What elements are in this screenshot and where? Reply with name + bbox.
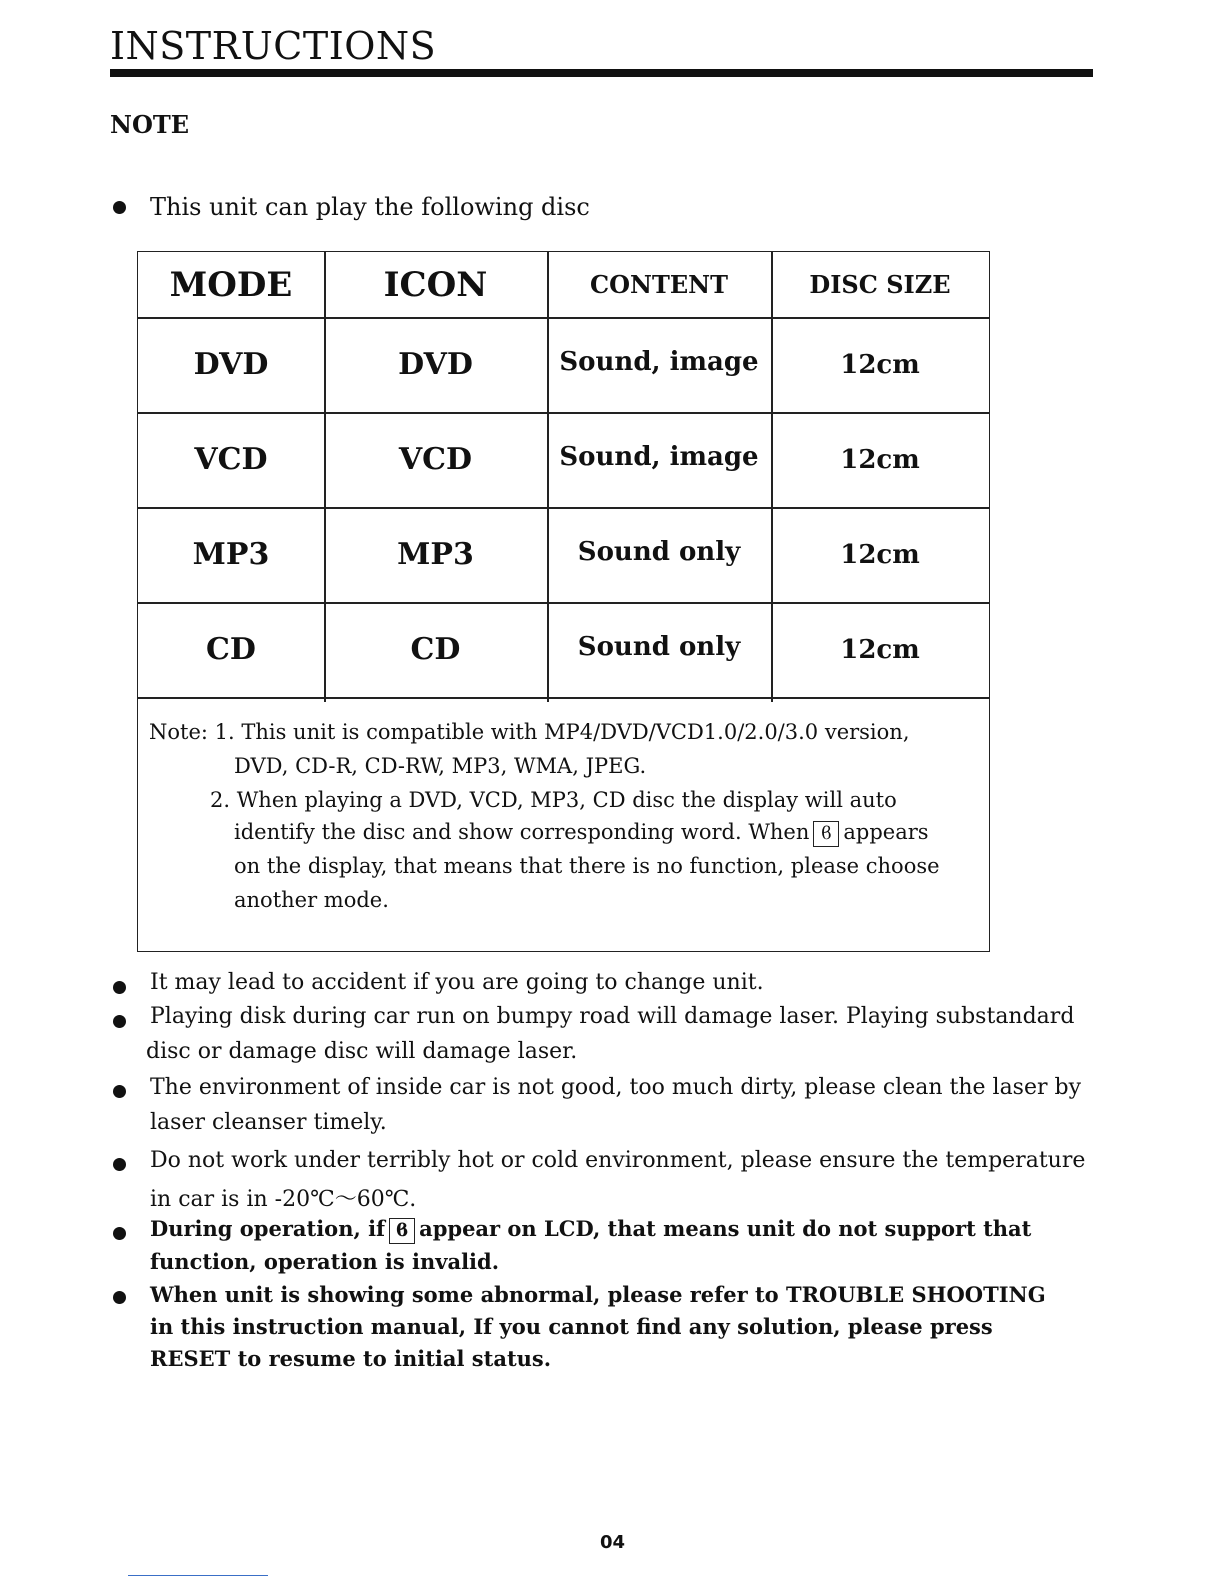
table-note-line: another mode. [234,888,389,912]
disc-table [137,251,990,952]
no-function-symbol-icon: ϐ [389,1218,415,1244]
table-note-line: 2. When playing a DVD, VCD, MP3, CD disc the display will auto [210,788,897,812]
bullet-text: Playing disk during car run on bumpy road will damage laser. Playing substandard [150,1004,1075,1029]
page-number: 04 [599,1532,626,1553]
bullet-text: RESET to resume to initial status. [150,1346,552,1371]
cell-disc-size: 12cm [840,349,920,380]
bullet-text: in this instruction manual, If you cannot find any solution, please press [150,1314,993,1339]
cell-icon: VCD [398,442,473,477]
bullet-text-part: appear on LCD, that means unit do not support that [419,1216,1032,1241]
footer-line [128,1575,268,1576]
bullet-text [150,1216,1031,1244]
table-note-text: appears [843,820,929,844]
note-heading: NOTE [110,110,189,139]
cell-disc-size: 12cm [840,444,920,475]
bullet-icon [113,201,126,214]
cell-icon: DVD [398,347,473,382]
bullet-icon [113,1015,126,1028]
table-note-text: identify the disc and show corresponding word. When [234,820,810,844]
table-note-line [234,820,929,847]
header-mode: MODE [169,264,293,305]
bullet-text: in car is in -20℃～60℃. [150,1187,417,1212]
bullet-text: The environment of inside car is not good, too much dirty, please clean the laser by [150,1075,1082,1100]
bullet-text-part: During operation, if [150,1216,386,1241]
table-divider [138,697,989,699]
table-note-line: Note: 1. This unit is compatible with MP4/DVD/VCD1.0/2.0/3.0 version, [149,720,910,744]
cell-disc-size: 12cm [840,539,920,570]
bullet-icon [113,1085,126,1098]
cell-icon: CD [410,632,461,667]
table-note-line: DVD, CD-R, CD-RW, MP3, WMA, JPEG. [234,754,647,778]
bullet-icon [113,1291,126,1304]
intro-text: This unit can play the following disc [150,193,590,221]
page-title: INSTRUCTIONS [110,24,437,68]
cell-disc-size: 12cm [840,634,920,665]
bullet-icon [113,1158,126,1171]
cell-content: Sound only [577,537,741,567]
no-function-symbol-icon: ϐ [813,821,839,847]
header-disc-size: DISC SIZE [809,270,951,299]
cell-content: Sound only [577,632,741,662]
cell-mode: CD [206,632,256,667]
cell-content: Sound, image [559,442,759,472]
bullet-icon [113,1227,126,1240]
bullet-text: It may lead to accident if you are going to change unit. [150,970,764,995]
title-rule [110,69,1093,77]
bullet-icon [113,981,126,994]
bullet-text: When unit is showing some abnormal, please refer to TROUBLE SHOOTING [150,1282,1046,1307]
cell-mode: MP3 [192,537,270,572]
cell-mode: VCD [194,442,268,477]
bullet-text: Do not work under terribly hot or cold environment, please ensure the temperature [150,1148,1086,1173]
bullet-text: laser cleanser timely. [150,1110,387,1135]
header-icon: ICON [383,264,488,305]
cell-mode: DVD [193,347,269,382]
bullet-text: function, operation is invalid. [150,1249,500,1274]
cell-icon: MP3 [397,537,474,572]
header-content: CONTENT [590,270,728,299]
bullet-text: disc or damage disc will damage laser. [146,1039,578,1064]
table-note-line: on the display, that means that there is no function, please choose [234,854,940,878]
cell-content: Sound, image [559,347,759,377]
